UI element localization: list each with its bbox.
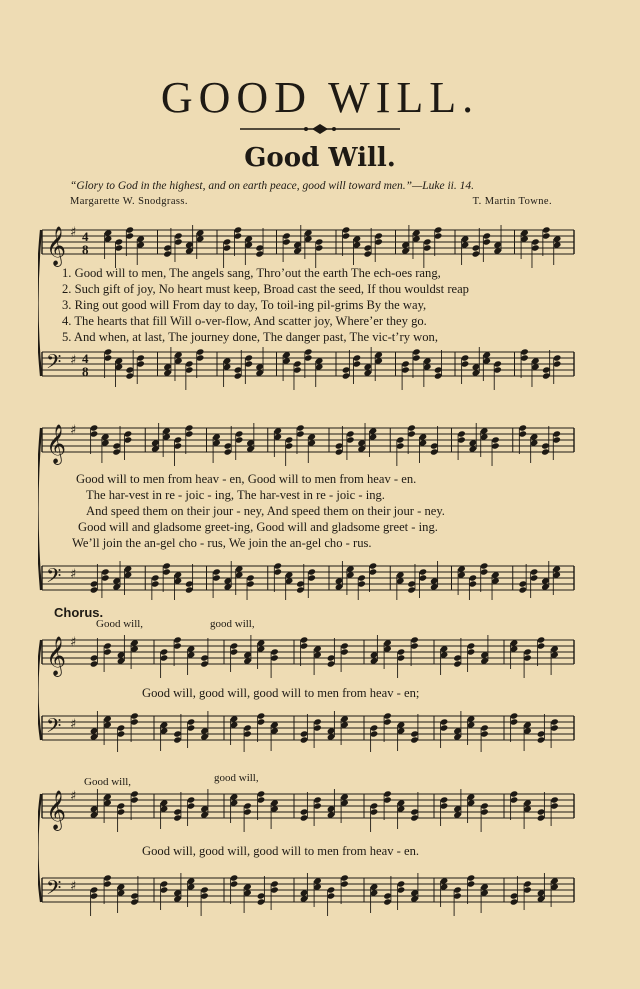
chorus-cue-b: good will, <box>214 772 259 784</box>
chorus-cue-b: good will, <box>210 618 255 630</box>
treble-staff <box>42 423 574 466</box>
svg-text:♯: ♯ <box>70 353 77 368</box>
verse-2-line: The har-vest in re - joic - ing, The har-vest in re - joic - ing. <box>86 488 385 502</box>
svg-text:♯: ♯ <box>70 789 77 804</box>
bass-staff <box>42 711 574 752</box>
svg-text:8: 8 <box>82 242 89 257</box>
svg-text:♯: ♯ <box>70 635 77 650</box>
svg-text:8: 8 <box>82 364 89 379</box>
bass-staff <box>42 873 574 916</box>
svg-text:𝄞: 𝄞 <box>46 226 67 266</box>
verse-1-line: Good will to men from heav - en, Good will to men from heav - en. <box>76 472 417 486</box>
svg-text:𝄢: 𝄢 <box>46 350 62 378</box>
epigraph: “Glory to God in the highest, and on earth peace, good will toward men.”—Luke ii. 14. <box>70 180 474 192</box>
verse-4-line: 4. The hearts that fill Will o-ver-flow, And scatter joy, Where’er they go. <box>62 314 427 328</box>
composer-credit: T. Martin Towne. <box>472 196 552 207</box>
svg-text:𝄞: 𝄞 <box>46 790 67 830</box>
chorus-line: Good will, good will, good will to men from heav - en. <box>142 844 420 858</box>
verse-4-line: Good will and gladsome greet-ing, Good will and gladsome greet - ing. <box>78 520 438 534</box>
chorus-line: Good will, good will, good will to men from heav - en; <box>142 686 420 700</box>
verse-5-line: 5. And when, at last, The journey done, The danger past, The vic-t’ry won, <box>62 330 438 344</box>
svg-text:4: 4 <box>82 229 89 244</box>
treble-staff <box>42 635 574 678</box>
verse-1-line: 1. Good will to men, The angels sang, Thro’out the earth The ech-oes rang, <box>62 266 441 280</box>
chorus-label: Chorus. <box>54 605 104 620</box>
music-system-4 <box>38 772 578 926</box>
hymn-title: Good Will. <box>244 143 396 173</box>
svg-text:♯: ♯ <box>70 567 77 582</box>
ornament-rule <box>240 122 400 136</box>
verse-3-line: And speed them on their jour - ney, And speed them on their jour - ney. <box>86 504 445 518</box>
svg-text:𝄞: 𝄞 <box>46 424 67 464</box>
svg-text:𝄢: 𝄢 <box>46 564 62 592</box>
lyricist-credit: Margarette W. Snodgrass. <box>70 196 188 207</box>
treble-staff <box>42 225 574 268</box>
chorus-cue-a: Good will, <box>96 618 144 630</box>
music-system-2 <box>38 420 578 600</box>
chorus-cue-a: Good will, <box>84 776 132 788</box>
bass-staff <box>42 561 574 600</box>
svg-text:♯: ♯ <box>70 879 77 894</box>
svg-text:𝄞: 𝄞 <box>46 636 67 676</box>
music-system-3 <box>38 618 578 752</box>
svg-text:♯: ♯ <box>70 225 77 240</box>
verse-3-line: 3. Ring out good will From day to day, To toil-ing pil-grims By the way, <box>62 298 427 312</box>
verse-5-line: We’ll join the an-gel cho - rus, We join the an-gel cho - rus. <box>72 536 372 550</box>
svg-text:𝄢: 𝄢 <box>46 876 62 904</box>
page-title: GOOD WILL. <box>160 73 480 122</box>
bass-staff <box>42 347 574 390</box>
treble-staff <box>42 789 574 832</box>
svg-text:4: 4 <box>82 351 89 366</box>
svg-text:𝄢: 𝄢 <box>46 714 62 742</box>
verse-2-line: 2. Such gift of joy, No heart must keep, Broad cast the seed, If thou wouldst reap <box>62 282 469 296</box>
music-system-1 <box>38 210 578 395</box>
svg-text:♯: ♯ <box>70 423 77 438</box>
svg-text:♯: ♯ <box>70 717 77 732</box>
